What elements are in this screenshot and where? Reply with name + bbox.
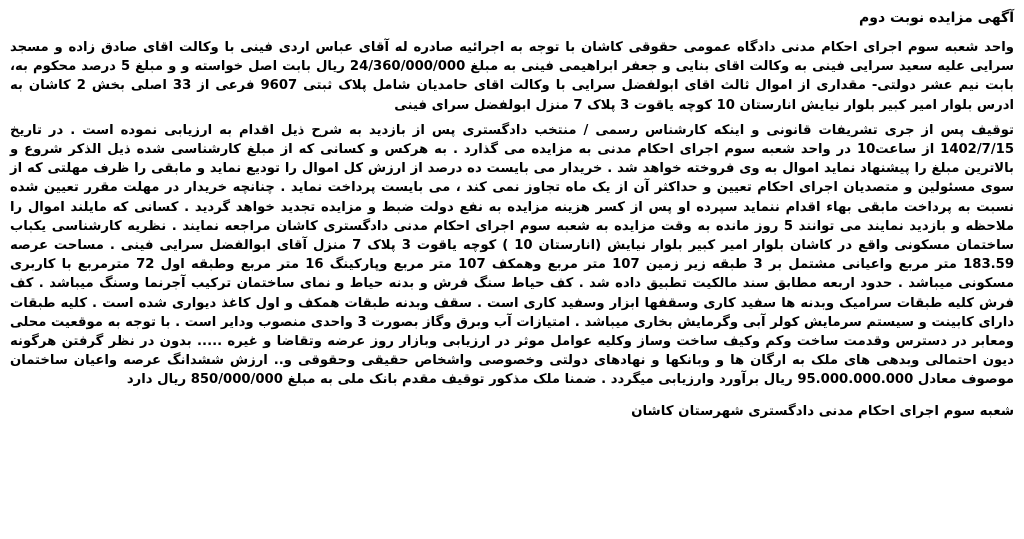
notice-title: آگهی مزایده نوبت دوم <box>858 10 1014 26</box>
notice-paragraph-details: توقیف پس از جری تشریفات قانونی و اینکه کارشناس رسمی / منتخب دادگستری پس از بازدید به شرح ذیل اقدام به ارزیابی نموده است . در تاریخ 1402/7/15 از ساعت10 در واحد شعبه سوم اجرای احکام مدنی به مزایده می گذارد . به هرکس و کسانی که از مبلغ کارشناسی شده ذیل الذکر شروع و بالاترین مبلغ را پیشنهاد نماید اموال به وی فروخته خواهد شد . خریدار می بایست ده درصد از ارزش کل اموال را تودیع نماید و مابقی را ظرف مهلتی که از سوی مسئولین و متصدیان اجرای احکام تعیین و حداکثر آن از یک ماه تجاوز نمی کند ، می بایست پرداخت نماید . چنانچه خریدار در مهلت مقرر تعیین شده نسبت به پرداخت مابقی بهاء اقدام ننماید سپرده او پس از کسر هزینه مزایده به نفع دولت ضبط و مزایده تجدید خواهد گردید . کسانی که مایلند اموال را ملاحظه و بازدید نمایند می توانند 5 روز مانده به وقت مزایده به شعبه سوم اجرای احکام مدنی دادگستری کاشان مراجعه نمایند . نظریه کارشناسی یکباب ساختمان مسکونی واقع در کاشان بلوار امیر کبیر بلوار نیایش (انارستان 10 ) کوچه یاقوت 3 پلاک 7 منزل آقای ابوالفضل سرایی فینی . مساحت عرصه 183.59 متر مربع واعیانی مشتمل بر 3 طبقه زیر زمین 107 متر مربع وهمکف 107 متر مربع وپارکینگ 16 متر مربع وطبقه اول 72 مترمربع با کاربری مسکونی میباشد . حدود اربعه مطابق سند مالکیت تطبیق داده شد . کف حیاط سنگ فرش و بدنه حیاط و نمای ساختمان ترکیب آجرنما وسنگ میباشد . کف فرش کلیه طبقات سرامیک وبدنه ها سفید کاری وسقفها ابزار وسفید کاری است . سقف وبدنه طبقات همکف و اول کاغذ دیواری شده است . کلیه طبقات دارای کابینت و سیستم سرمایش کولر آبی وگرمایش بخاری میباشد . امتیازات آب وبرق وگاز بصورت 3 واحدی منصوب ودایر است . با توجه به موقعیت محلی ومعابر در دسترس وقدمت ساخت وکم وکیف ساخت وساز وکلیه عوامل موثر در ارزیابی وبازار روز عرضه وتقاضا و غیره ..... بدون در نظر گرفتن هرگونه دیون احتمالی وبدهی های ملک به ارگان ها و وبانکها و نهادهای دولتی وخصوصی واشخاص حقیقی وحقوقی و.. ارزش ششدانگ عرصه واعیان ساختمان موصوف معادل 95.000.000.000 ریال برآورد وارزیابی میگردد . ضمنا ملک مذکور توقیف مقدم بانک ملی به مبلغ 850/000/000 ریال دارد <box>10 122 1015 388</box>
notice-paragraph-intro: واحد شعبه سوم اجرای احکام مدنی دادگاه عمومی حقوقی کاشان با توجه به اجرائیه صادره له آقای عباس اردی فینی با وکالت اقای صادق زاده و مسجد سرایی علیه سعید سرایی فینی به وکالت اقای بنایی و جعفر ابراهیمی فینی به مبلغ 24/360/000/000 ریال بابت اصل خواسته و و مبلغ 5 درصد محکوم به، بابت نیم عشر دولتی- مقداری از اموال ثالث اقای ابولفضل سرایی با وکالت اقای حامدیان شامل پلاک ثبتی 9607 فرعی از 33 اصلی بخش 2 کاشان به ادرس بلوار امیر کبیر بلوار نیایش انارستان 10 کوچه یاقوت 3 پلاک 7 منزل ابولفضل سرای فینی <box>10 40 1014 113</box>
notice-footer-signature: شعبه سوم اجرای احکام مدنی دادگستری شهرستان کاشان <box>631 403 1014 419</box>
